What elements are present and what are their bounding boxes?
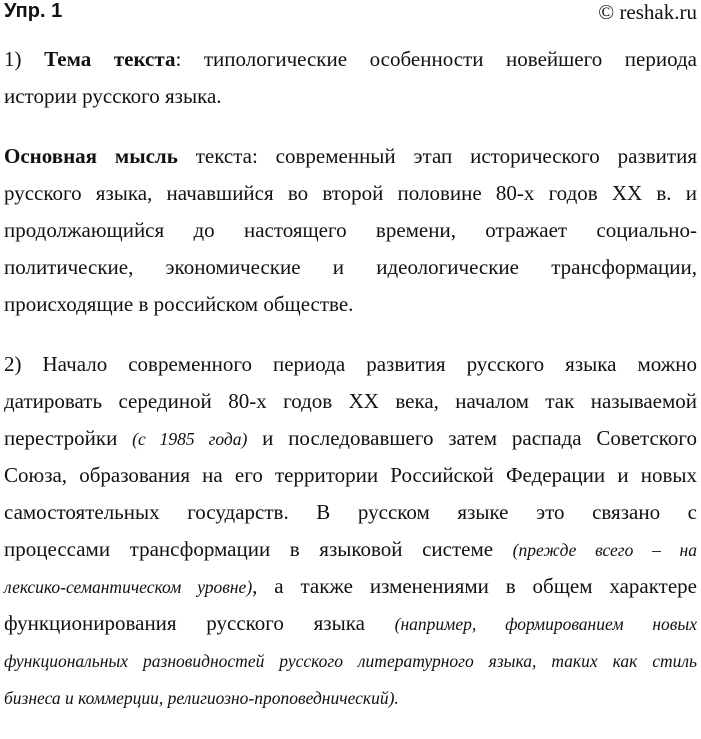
text-segment: текста: современный этап исторического развития [177, 144, 697, 168]
paragraph [4, 138, 697, 323]
italic-text: бизнеса и коммерции, религиозно-проповеднический). [4, 688, 399, 708]
bold-text: Основная мысль [4, 144, 178, 168]
italic-text: функциональных разновидностей русского литературного языка, таких как стиль [4, 651, 697, 671]
text-line [4, 568, 697, 605]
text-line [4, 249, 697, 286]
text-segment: и последовавшего затем распада Советского [247, 426, 697, 450]
text-segment: происходящие в российском обществе. [4, 292, 354, 316]
text-line [4, 346, 697, 383]
text-segment: самостоятельных государств. В русском языке это связано с [4, 500, 697, 524]
text-line [4, 531, 697, 568]
exercise-title: Упр. 1 [4, 0, 63, 22]
text-segment: русского языка, начавшийся во второй половине 80-х годов XX в. и [4, 181, 697, 205]
italic-text: (например, формированием новых [394, 614, 697, 634]
text-segment: политические, экономические и идеологические трансформации, [4, 255, 697, 279]
text-line [4, 679, 697, 716]
text-line [4, 642, 697, 679]
text-segment: , а также изменениями в общем характере [252, 574, 697, 598]
text-segment: продолжающийся до настоящего времени, отражает социально- [4, 218, 697, 242]
page-header [4, 0, 697, 26]
paragraph [4, 346, 697, 716]
italic-text: (прежде всего – на [512, 540, 697, 560]
text-line [4, 175, 697, 212]
italic-text: (с 1985 года) [132, 429, 248, 449]
text-segment: 2) Начало современного периода развития русского языка можно [4, 352, 697, 376]
text-segment: Союза, образования на его территории Российской Федерации и новых [4, 463, 697, 487]
text-line [4, 212, 697, 249]
text-line [4, 383, 697, 420]
text-line [4, 286, 697, 323]
text-segment: перестройки [4, 426, 133, 450]
text-segment: 1) [4, 47, 45, 71]
italic-text: лексико-семантическом уровне) [4, 577, 253, 597]
copyright-notice: © reshak.ru [598, 0, 697, 24]
text-line [4, 457, 697, 494]
text-segment: функционирования русского языка [4, 611, 395, 635]
document-body [4, 41, 697, 739]
text-line [4, 78, 697, 115]
text-line [4, 420, 697, 457]
text-line [4, 605, 697, 642]
text-segment: датировать серединой 80-х годов XX века, началом так называемой [4, 389, 697, 413]
text-line [4, 41, 697, 78]
text-segment: истории русского языка. [4, 84, 222, 108]
text-segment: : типологические особенности новейшего периода [175, 47, 697, 71]
text-line [4, 494, 697, 531]
paragraph [4, 41, 697, 115]
bold-text: Тема текста [44, 47, 176, 71]
text-line [4, 138, 697, 175]
text-segment: процессами трансформации в языковой системе [4, 537, 513, 561]
